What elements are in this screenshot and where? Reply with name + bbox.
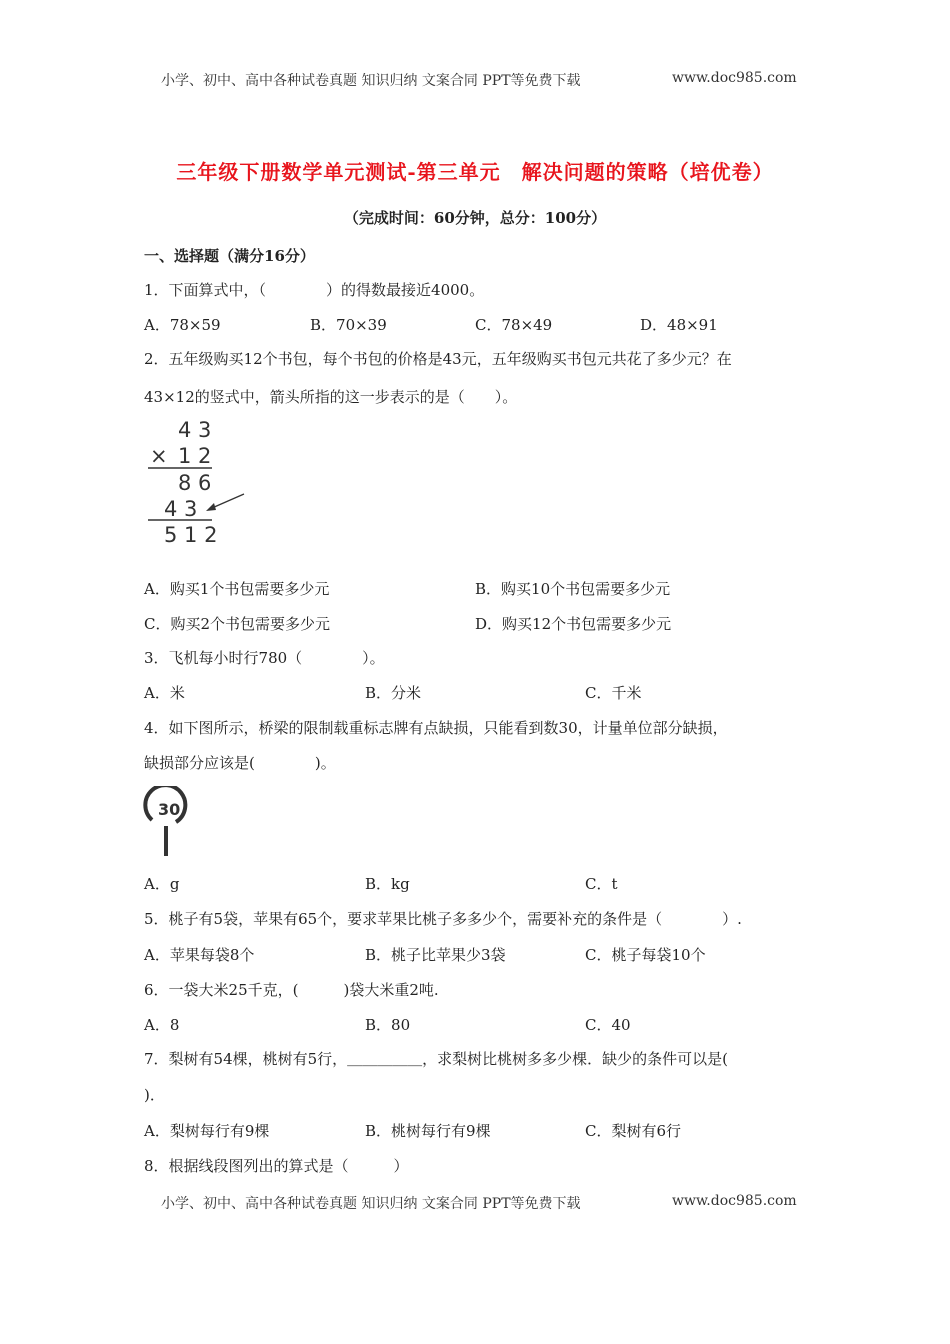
- question-4-line2: 缺损部分应该是( )。: [144, 754, 336, 772]
- q7-option-a: A．梨树每行有9棵: [144, 1122, 270, 1140]
- sign-number: 30: [158, 800, 181, 819]
- q6-option-a: A．8: [144, 1016, 180, 1034]
- question-2-line2: 43×12的竖式中，箭头所指的这一步表示的是（ ）。: [144, 388, 518, 406]
- q1-option-c: C．78×49: [475, 316, 553, 334]
- q3-option-c: C．千米: [585, 684, 642, 702]
- q5-option-a: A．苹果每袋8个: [144, 946, 255, 964]
- footer-url: www.doc985.com: [672, 1193, 797, 1209]
- q1-option-d: D．48×91: [640, 316, 718, 334]
- question-4-line1: 4．如下图所示，桥梁的限制载重标志牌有点缺损，只能看到数30，计量单位部分缺损，: [144, 719, 728, 737]
- question-7-line2: )．: [144, 1086, 165, 1104]
- q6-option-b: B．80: [365, 1016, 411, 1034]
- section-heading: 一、选择题（满分16分）: [144, 247, 315, 265]
- q2-option-a: A．购买1个书包需要多少元: [144, 580, 330, 598]
- q7-option-b: B．桃树每行有9棵: [365, 1122, 491, 1140]
- header-url: www.doc985.com: [672, 70, 797, 86]
- arrow-line: [212, 494, 244, 508]
- header-text: 小学、初中、高中各种试卷真题 知识归纳 文案合同 PPT等免费下载: [161, 73, 581, 89]
- question-1: 1．下面算式中，（ ）的得数最接近4000。: [144, 281, 485, 299]
- question-7-line1: 7．梨树有54棵，桃树有5行，＿＿＿＿＿，求梨树比桃树多多少棵．缺少的条件可以是(: [144, 1050, 729, 1068]
- calc-multiplicand: 4 3: [178, 418, 212, 442]
- footer-text: 小学、初中、高中各种试卷真题 知识归纳 文案合同 PPT等免费下载: [161, 1196, 581, 1212]
- q5-option-b: B．桃子比苹果少3袋: [365, 946, 506, 964]
- arrow-head: [206, 503, 216, 511]
- q4-option-a: A．g: [144, 875, 180, 893]
- page-subtitle: （完成时间：60分钟，总分：100分）: [343, 209, 607, 227]
- q1-option-b: B．70×39: [310, 316, 387, 334]
- sign-post: [164, 826, 168, 856]
- page-title: 三年级下册数学单元测试-第三单元 解决问题的策略（培优卷）: [176, 160, 774, 184]
- q1-option-a: A．78×59: [144, 316, 221, 334]
- question-2-line1: 2．五年级购买12个书包，每个书包的价格是43元，五年级购买书包元共花了多少元？在: [144, 350, 732, 368]
- weight-limit-sign: [142, 786, 194, 858]
- multiplication-svg: [140, 416, 250, 550]
- q7-option-c: C．梨树有6行: [585, 1122, 682, 1140]
- q3-option-b: B．分米: [365, 684, 422, 702]
- multiplication-figure: [140, 416, 250, 550]
- question-8: 8．根据线段图列出的算式是（ ）: [144, 1157, 409, 1175]
- q2-option-d: D．购买12个书包需要多少元: [475, 615, 672, 633]
- sign-svg: [142, 786, 194, 858]
- calc-result: 5 1 2: [164, 523, 218, 547]
- q2-option-c: C．购买2个书包需要多少元: [144, 615, 331, 633]
- q4-option-c: C．t: [585, 875, 618, 893]
- calc-partial-2: 4 3: [164, 497, 198, 521]
- q2-option-b: B．购买10个书包需要多少元: [475, 580, 671, 598]
- calc-multiplier: 1 2: [178, 444, 212, 468]
- q3-option-a: A．米: [144, 684, 185, 702]
- question-6: 6．一袋大米25千克，( )袋大米重2吨.: [144, 981, 439, 999]
- question-3: 3．飞机每小时行780（ ）。: [144, 649, 385, 667]
- q5-option-c: C．桃子每袋10个: [585, 946, 706, 964]
- question-5: 5．桃子有5袋，苹果有65个，要求苹果比桃子多多少个，需要补充的条件是（ ）.: [144, 910, 742, 928]
- calc-partial-1: 8 6: [178, 471, 212, 495]
- calc-times-sign: ×: [150, 444, 168, 468]
- q6-option-c: C．40: [585, 1016, 631, 1034]
- q4-option-b: B．kg: [365, 875, 410, 893]
